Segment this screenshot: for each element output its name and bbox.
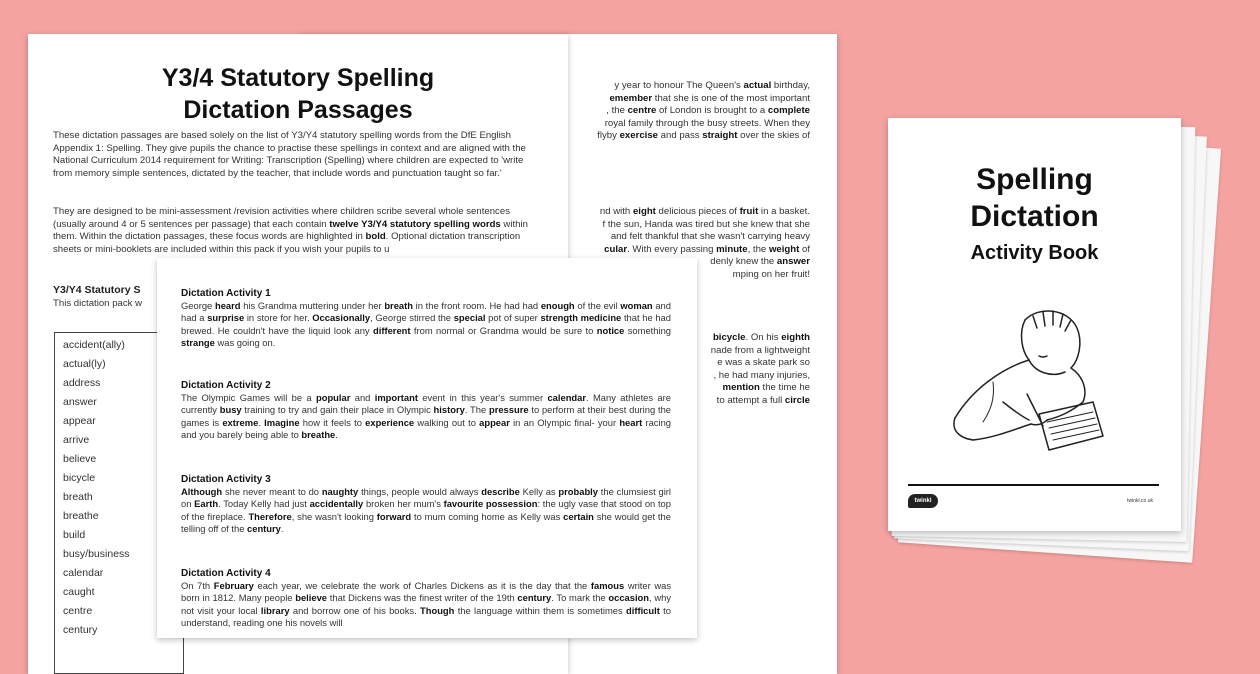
- footer-url: twinkl.co.uk: [1127, 498, 1153, 504]
- intro-paragraph-2: They are designed to be mini-assessment /revision activities where children scribe several whole sentences (usually around 4 or 5 sentences per passage) that each contain twelve Y3/Y4 statutory spelling words within them. Within the dictation passages, these focus words are highlighted in bold. Optional dictation transcription sheets or mini-booklets are included within this pack if you wish your pupils to u: [53, 206, 528, 255]
- activity-text: The Olympic Games will be a popular and important event in this year's summer calendar. Many athletes are currently busy training to try and gain their place in Olympic history. The pressure to perform at their best during the games is extreme. Imagine how it feels to experience walking out to appear in an Olympic final- your heart racing and you barely being able to breathe.: [181, 392, 671, 441]
- passage-line: f the sun, Handa was tired but she knew that she: [602, 218, 810, 230]
- child-writing-illustration-icon: [943, 298, 1113, 468]
- twinkl-logo: twinkl: [908, 494, 938, 508]
- activity-booklet-cover: [888, 118, 1181, 531]
- booklet-title-line-1: Spelling: [976, 163, 1093, 196]
- word-item: breath: [63, 491, 93, 503]
- passage-line: mention the time he: [722, 382, 810, 394]
- activity-title: Dictation Activity 3: [181, 474, 271, 485]
- word-item: accident(ally): [63, 339, 125, 351]
- word-item: calendar: [63, 567, 104, 579]
- passage-line: mping on her fruit!: [732, 268, 810, 280]
- activity-text: On 7th February each year, we celebrate the work of Charles Dickens as it is the day that the famous writer was born in 1812. Many people believe that Dickens was the finest writer of the 19th century. To mark the occasion, why not visit your local library and borrow one of his books. Though the language within them is sometimes difficult to understand, reading one his novels will: [181, 580, 672, 629]
- passage-line: flyby exercise and pass straight over the skies of: [597, 130, 810, 142]
- passage-line: cular. With every passing minute, the weight of: [604, 243, 810, 255]
- word-item: busy/business: [63, 548, 130, 560]
- activity-title: Dictation Activity 1: [181, 288, 271, 299]
- word-item: address: [63, 377, 101, 389]
- passage-line: , the centre of London is brought to a complete: [606, 105, 810, 117]
- passage-line: bicycle. On his eighth: [712, 332, 810, 343]
- dictation-activity: [181, 474, 671, 536]
- footer-rule: [908, 484, 1159, 486]
- activity-title: Dictation Activity 2: [181, 380, 271, 391]
- word-item: build: [63, 529, 86, 541]
- word-item: centre: [63, 605, 93, 617]
- dictation-activity: [181, 568, 671, 630]
- passage-line: nade from a lightweight: [710, 344, 810, 356]
- word-item: bicycle: [63, 472, 96, 484]
- word-item: caught: [63, 586, 95, 598]
- dictation-activity: [181, 380, 671, 442]
- activity-title: Dictation Activity 4: [181, 568, 271, 579]
- intro-paragraph-1: These dictation passages are based solely on the list of Y3/Y4 statutory spelling words from the DfE English Appendix 1: Spelling. They give pupils the chance to practise these spellings in context and are aligned with the National Curriculum 2014 requirement for Writing: Transcription (Spelling) where children are expected to 'write from memory simple sentences, dictated by the teacher, that include words and punctuation taught so far.': [53, 130, 526, 179]
- passage-line: emember that she is one of the most important: [609, 92, 810, 104]
- word-item: answer: [63, 396, 97, 408]
- passage-line: royal family through the busy streets. When they: [604, 117, 810, 129]
- booklet-subtitle: Activity Book: [970, 242, 1099, 264]
- passage-line: and felt thankful that she wasn't carrying heavy: [610, 231, 810, 243]
- word-item: century: [63, 624, 98, 636]
- page-title: Y3/4 Statutory Spelling Dictation Passages: [161, 64, 435, 124]
- word-item: breathe: [63, 510, 99, 522]
- word-item: arrive: [63, 434, 90, 446]
- passage-line: y year to honour The Queen's actual birthday,: [614, 80, 810, 91]
- passage-line: nd with eight delicious pieces of fruit in a basket.: [599, 206, 810, 217]
- list-heading: Y3/Y4 Statutory S: [53, 284, 141, 296]
- activity-text: Although she never meant to do naughty things, people would always describe Kelly as probably the clumsiest girl on Earth. Today Kelly had just accidentally broken her mum's favourite possession: the ugly vase that stood on top of the fireplace. Therefore, she wasn't looking forward to mum coming home as Kelly was certain she would get the telling off of the century.: [181, 486, 672, 535]
- word-item: actual(ly): [63, 358, 106, 370]
- dictation-activity: [181, 288, 671, 350]
- passage-line: to attempt a full circle: [716, 394, 810, 406]
- activity-text: George heard his Grandma muttering under her breath in the front room. He had had enough of the evil woman and had a surprise in store for her. Occasionally, George stirred the special pot of super strength medicine that he had brewed. He couldn't have the liquid look any different from normal or Grandma would be sure to notice something strange was going on.: [181, 300, 671, 349]
- passage-line: , he had many injuries,: [713, 369, 810, 381]
- passage-line: e was a skate park so: [717, 357, 810, 369]
- passage-line: denly knew the answer: [710, 256, 810, 268]
- booklet-title-line-2: Dictation: [970, 200, 1099, 233]
- word-item: believe: [63, 453, 97, 465]
- word-item: appear: [63, 415, 96, 427]
- dictation-activities-page: [157, 258, 697, 638]
- list-subtext: This dictation pack w: [53, 298, 143, 309]
